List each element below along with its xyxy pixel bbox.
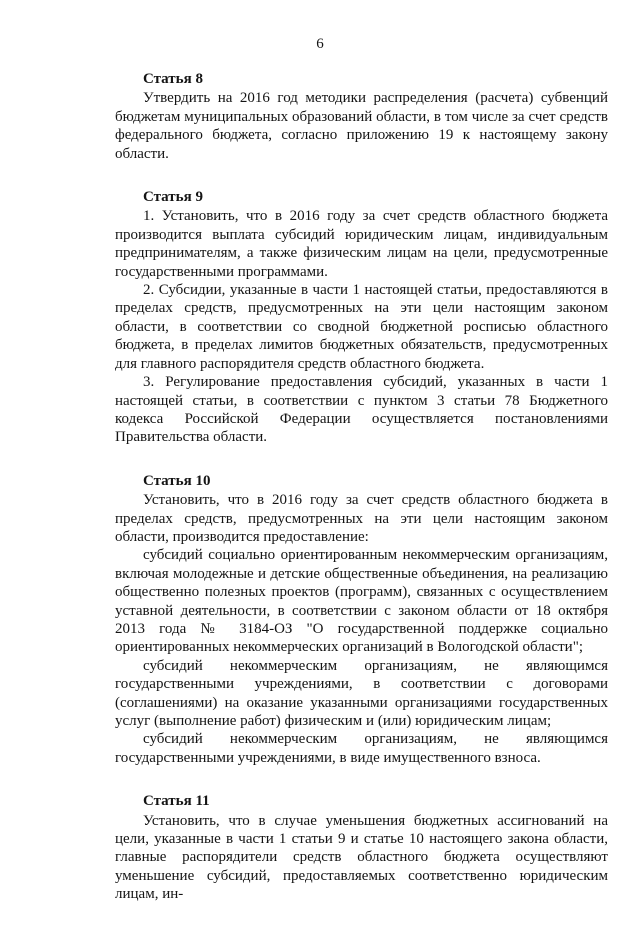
document-body <box>115 70 608 929</box>
article-paragraph: субсидий некоммерческим организациям, не являющимся государственными учреждениями, в соответствии с договорами (соглашениями) на оказание указанными организациями государственных услуг (выполнение работ) физическим и (или) юридическим лицам; <box>115 657 608 729</box>
article-heading: Статья 8 <box>143 71 203 87</box>
article-paragraph: 2. Субсидии, указанные в части 1 настоящей статьи, предоставляются в пределах средств, предусмотренных на эти цели настоящим законом области, в соответствии со сводной бюджетной росписью областного бюджета, в пределах лимитов бюджетных обязательств, предусмотренных для главного распорядителя средств областного бюджета. <box>115 282 608 372</box>
article-10 <box>115 472 608 768</box>
article-heading: Статья 9 <box>143 189 203 206</box>
article-heading: Статья 11 <box>143 793 210 810</box>
article-paragraph: субсидий социально ориентированным некоммерческим организациям, включая молодежные и детские общественные объединения, на реализацию общественно полезных проектов (программ), связанных с осуществлением уставной деятельности, в соответствии с законом области от 18 октября 2013 года № 3184-ОЗ "О государственной поддержке социально ориентированных некоммерческих организаций в Вологодской области"; <box>115 547 608 656</box>
article-paragraph: Установить, что в случае уменьшения бюджетных ассигнований на цели, указанные в части 1 статьи 9 и статье 10 настоящего закона области, главные распорядители средств областного бюджета осуществляют уменьшение субсидий, предоставляемых соответственно юридическим лицам, ин- <box>115 812 608 903</box>
article-heading: Статья 10 <box>143 472 211 489</box>
page-number: 6 <box>316 36 324 52</box>
article-9 <box>115 188 608 447</box>
article-8 <box>115 70 608 163</box>
article-11 <box>115 792 608 903</box>
article-paragraph: Утвердить на 2016 год методики распределения (расчета) субвенций бюджетам муниципальных образований области, в том числе за счет средств федерального бюджета, согласно приложению 19 к настоящему закону области. <box>115 90 608 162</box>
article-paragraph: 1. Установить, что в 2016 году за счет средств областного бюджета производится выплата субсидий юридическим лицам, индивидуальным предпринимателям, а также физическим лицам на цели, предусмотренные государственными программами. <box>115 208 608 280</box>
article-paragraph: субсидий некоммерческим организациям, не являющимся государственными учреждениями, в виде имущественного взноса. <box>115 731 608 766</box>
article-paragraph: 3. Регулирование предоставления субсидий, указанных в части 1 настоящей статьи, в соответствии с пунктом 3 статьи 78 Бюджетного кодекса Российской Федерации осуществляется постановлениями Правительства области. <box>115 374 608 446</box>
article-paragraph: Установить, что в 2016 году за счет средств областного бюджета в пределах средств, предусмотренных на эти цели настоящим законом области, производится предоставление: <box>115 492 608 545</box>
